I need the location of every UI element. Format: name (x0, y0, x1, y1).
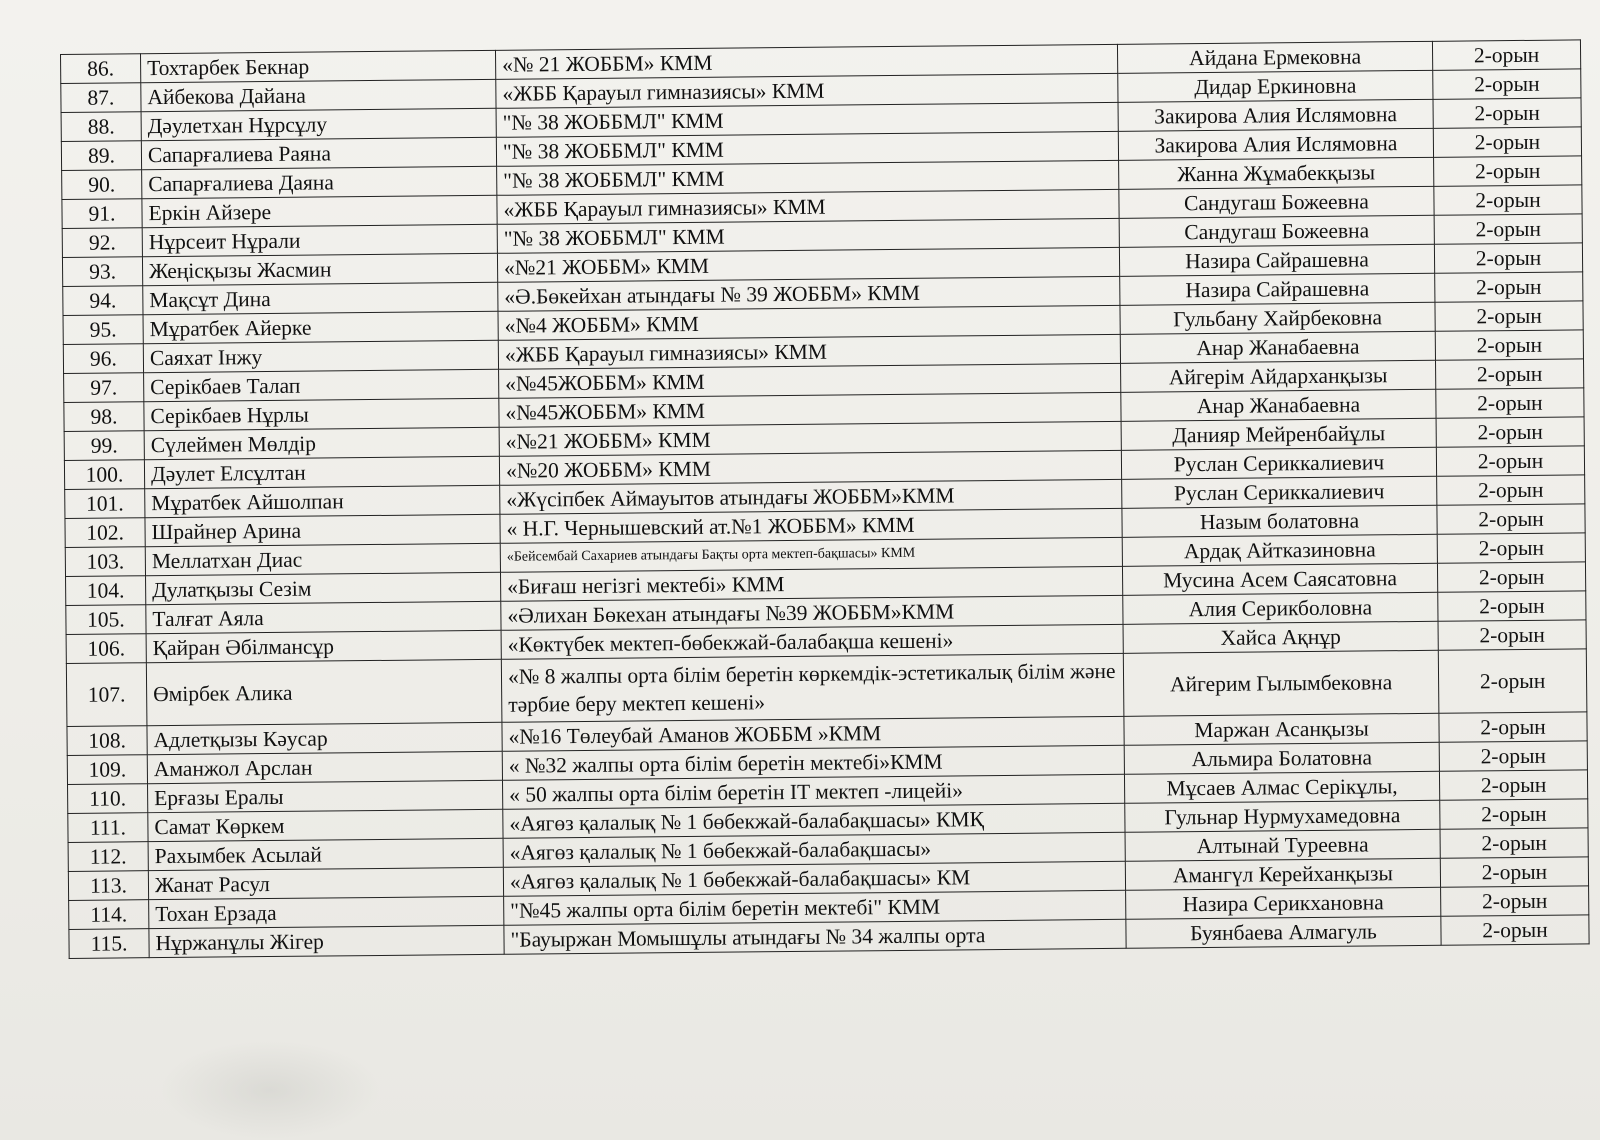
row-number-cell: 96. (63, 344, 143, 374)
student-name-cell: Мақсұт Дина (143, 282, 498, 314)
row-number-cell: 98. (64, 402, 144, 432)
place-cell: 2-орын (1433, 127, 1581, 157)
row-number-cell: 104. (66, 576, 146, 606)
school-name-cell: «ЖББ Қарауыл гимназиясы» КММ (498, 334, 1120, 369)
teacher-name-cell: Хайса Ақнұр (1123, 621, 1438, 653)
place-cell: 2-орын (1434, 185, 1582, 215)
place-cell: 2-орын (1438, 591, 1586, 621)
student-name-cell: Айбекова Дайана (141, 79, 496, 111)
student-name-cell: Тохан Ерзада (149, 896, 504, 928)
school-name-cell: «№20 ЖОББМ» КММ (499, 450, 1121, 485)
teacher-name-cell: Анар Жанабаевна (1120, 331, 1435, 363)
row-number-cell: 112. (68, 842, 148, 872)
school-name-cell: "№ 38 ЖОББМЛ" КММ (497, 160, 1119, 195)
row-number-cell: 105. (66, 605, 146, 635)
place-cell: 2-орын (1441, 886, 1589, 916)
teacher-name-cell: Назира Сайрашевна (1119, 244, 1434, 276)
school-name-cell: «Әлихан Бөкехан атындағы №39 ЖОББМ»КММ (501, 595, 1123, 630)
school-name-cell: "№45 жалпы орта білім беретін мектебі" КММ (504, 890, 1126, 925)
student-name-cell: Ерғазы Ералы (148, 780, 503, 812)
results-table-wrapper (60, 39, 1589, 959)
row-number-cell: 108. (67, 726, 147, 756)
school-name-cell: « №32 жалпы орта білім беретін мектебі»КММ (502, 745, 1124, 780)
teacher-name-cell: Руслан Сериккалиевич (1121, 447, 1436, 479)
place-cell: 2-орын (1440, 828, 1588, 858)
teacher-name-cell: Закирова Алия Ислямовна (1118, 99, 1433, 131)
teacher-name-cell: Сандугаш Божеевна (1119, 186, 1434, 218)
row-number-cell: 91. (62, 199, 142, 229)
place-cell: 2-орын (1432, 40, 1580, 70)
school-name-cell: «№16 Төлеубай Аманов ЖОББМ »КММ (502, 716, 1124, 751)
place-cell: 2-орын (1433, 98, 1581, 128)
place-cell: 2-орын (1435, 272, 1583, 302)
teacher-name-cell: Альмира Болатовна (1124, 742, 1439, 774)
teacher-name-cell: Руслан Сериккалиевич (1122, 476, 1437, 508)
school-name-cell: «Биғаш негізгі мектебі» КММ (500, 566, 1122, 601)
teacher-name-cell: Мұсаев Алмас Серікұлы, (1124, 771, 1439, 803)
teacher-name-cell: Назира Серикхановна (1126, 887, 1441, 919)
place-cell: 2-орын (1440, 857, 1588, 887)
place-cell: 2-орын (1436, 359, 1584, 389)
student-name-cell: Сапарғалиева Даяна (142, 166, 497, 198)
school-name-cell: «Аягөз қалалық № 1 бөбекжай-балабақшасы» КМҚ (503, 803, 1125, 838)
teacher-name-cell: Айгерім Айдарханқызы (1121, 360, 1436, 392)
place-cell: 2-орын (1440, 799, 1588, 829)
row-number-cell: 114. (69, 900, 149, 930)
place-cell: 2-орын (1436, 388, 1584, 418)
row-number-cell: 111. (68, 813, 148, 843)
row-number-cell: 115. (69, 929, 149, 959)
student-name-cell: Талғат Аяла (146, 601, 501, 633)
place-cell: 2-орын (1436, 417, 1584, 447)
place-cell: 2-орын (1438, 649, 1587, 713)
teacher-name-cell: Буянбаева Алмагуль (1126, 916, 1441, 948)
student-name-cell: Серікбаев Талап (144, 369, 499, 401)
row-number-cell: 86. (61, 54, 141, 84)
teacher-name-cell: Маржан Асанқызы (1124, 713, 1439, 745)
student-name-cell: Рахымбек Асылай (148, 838, 503, 870)
row-number-cell: 102. (65, 518, 145, 548)
row-number-cell: 93. (62, 257, 142, 287)
place-cell: 2-орын (1439, 770, 1587, 800)
place-cell: 2-орын (1434, 156, 1582, 186)
row-number-cell: 103. (65, 547, 145, 577)
place-cell: 2-орын (1438, 620, 1586, 650)
school-name-cell: «Аягөз қалалық № 1 бөбекжай-балабақшасы» (503, 832, 1125, 867)
paper-smudge (160, 1040, 380, 1140)
results-table-body (61, 40, 1590, 959)
teacher-name-cell: Амангүл Керейханқызы (1125, 858, 1440, 890)
student-name-cell: Адлетқызы Кәусар (147, 722, 502, 754)
school-name-cell: «№45ЖОББМ» КММ (499, 363, 1121, 398)
student-name-cell: Еркін Айзере (142, 195, 497, 227)
school-name-cell: «ЖББ Қарауыл гимназиясы» КММ (496, 73, 1118, 108)
place-cell: 2-орын (1437, 504, 1585, 534)
school-name-cell: «Аягөз қалалық № 1 бөбекжай-балабақшасы» КМ (503, 861, 1125, 896)
row-number-cell: 87. (61, 83, 141, 113)
row-number-cell: 92. (62, 228, 142, 258)
row-number-cell: 109. (67, 755, 147, 785)
teacher-name-cell: Айдана Ермековна (1117, 41, 1432, 73)
school-name-cell: "№ 38 ЖОББМЛ" КММ (497, 218, 1119, 253)
place-cell: 2-орын (1434, 243, 1582, 273)
student-name-cell: Сапарғалиева Раяна (141, 137, 496, 169)
row-number-cell: 106. (66, 634, 146, 664)
row-number-cell: 95. (63, 315, 143, 345)
teacher-name-cell: Алия Серикболовна (1123, 592, 1438, 624)
teacher-name-cell: Сандугаш Божеевна (1119, 215, 1434, 247)
row-number-cell: 89. (61, 141, 141, 171)
place-cell: 2-орын (1437, 562, 1585, 592)
school-name-cell: « Н.Г. Чернышевский ат.№1 ЖОББМ» КММ (500, 508, 1122, 543)
school-name-cell: «№ 8 жалпы орта білім беретін көркемдік-эстетикалық білім және тәрбие беру мектеп кешені» (501, 653, 1124, 722)
teacher-name-cell: Закирова Алия Ислямовна (1118, 128, 1433, 160)
teacher-name-cell: Гульнар Нурмухамедовна (1125, 800, 1440, 832)
teacher-name-cell: Гульбану Хайрбековна (1120, 302, 1435, 334)
school-name-cell: «Бейсембай Сахариев атындағы Бақты орта мектеп-бақшасы» КММ (500, 537, 1122, 572)
student-name-cell: Меллатхан Диас (145, 543, 500, 575)
results-table (60, 39, 1590, 959)
student-name-cell: Саяхат Інжу (143, 340, 498, 372)
teacher-name-cell: Жанна Жұмабекқызы (1119, 157, 1434, 189)
school-name-cell: «№21 ЖОББМ» КММ (499, 421, 1121, 456)
teacher-name-cell: Анар Жанабаевна (1121, 389, 1436, 421)
place-cell: 2-орын (1437, 533, 1585, 563)
place-cell: 2-орын (1437, 475, 1585, 505)
teacher-name-cell: Ардақ Айтказиновна (1122, 534, 1437, 566)
place-cell: 2-орын (1441, 915, 1589, 945)
student-name-cell: Дулатқызы Сезім (146, 572, 501, 604)
row-number-cell: 90. (62, 170, 142, 200)
row-number-cell: 88. (61, 112, 141, 142)
student-name-cell: Жанат Расул (148, 867, 503, 899)
place-cell: 2-орын (1439, 741, 1587, 771)
school-name-cell: «№4 ЖОББМ» КММ (498, 305, 1120, 340)
student-name-cell: Шрайнер Арина (145, 514, 500, 546)
student-name-cell: Самат Көркем (148, 809, 503, 841)
school-name-cell: «ЖББ Қарауыл гимназиясы» КММ (497, 189, 1119, 224)
place-cell: 2-орын (1436, 446, 1584, 476)
teacher-name-cell: Дидар Еркиновна (1118, 70, 1433, 102)
school-name-cell: «Ә.Бөкейхан атындағы № 39 ЖОББМ» КММ (498, 276, 1120, 311)
student-name-cell: Өмірбек Алика (146, 659, 502, 725)
teacher-name-cell: Алтынай Туреевна (1125, 829, 1440, 861)
teacher-name-cell: Назира Сайрашевна (1120, 273, 1435, 305)
row-number-cell: 99. (64, 431, 144, 461)
student-name-cell: Аманжол Арслан (147, 751, 502, 783)
teacher-name-cell: Данияр Мейренбайұлы (1121, 418, 1436, 450)
student-name-cell: Дәулетхан Нұрсұлу (141, 108, 496, 140)
school-name-cell: "Бауыржан Момышұлы атындағы № 34 жалпы орта (504, 919, 1126, 954)
row-number-cell: 101. (65, 489, 145, 519)
teacher-name-cell: Айгерим Гылымбековна (1123, 650, 1439, 716)
school-name-cell: «№21 ЖОББМ» КММ (497, 247, 1119, 282)
place-cell: 2-орын (1435, 330, 1583, 360)
row-number-cell: 97. (64, 373, 144, 403)
place-cell: 2-орын (1439, 712, 1587, 742)
school-name-cell: « 50 жалпы орта білім беретін IT мектеп -лицейі» (502, 774, 1124, 809)
place-cell: 2-орын (1433, 69, 1581, 99)
school-name-cell: «Көктүбек мектеп-бөбекжай-балабақша кешені» (501, 624, 1123, 659)
place-cell: 2-орын (1435, 301, 1583, 331)
student-name-cell: Мұратбек Айерке (143, 311, 498, 343)
student-name-cell: Нұрсеит Нұрали (142, 224, 497, 256)
student-name-cell: Нұржанұлы Жігер (149, 925, 504, 957)
student-name-cell: Дәулет Елсұлтан (144, 456, 499, 488)
school-name-cell: «№45ЖОББМ» КММ (499, 392, 1121, 427)
student-name-cell: Сүлеймен Мөлдір (144, 427, 499, 459)
student-name-cell: Серікбаев Нұрлы (144, 398, 499, 430)
school-name-cell: "№ 38 ЖОББМЛ" КММ (496, 102, 1118, 137)
row-number-cell: 100. (64, 460, 144, 490)
student-name-cell: Мұратбек Айшолпан (145, 485, 500, 517)
row-number-cell: 94. (63, 286, 143, 316)
teacher-name-cell: Назым болатовна (1122, 505, 1437, 537)
place-cell: 2-орын (1434, 214, 1582, 244)
row-number-cell: 107. (66, 663, 147, 727)
row-number-cell: 110. (68, 784, 148, 814)
row-number-cell: 113. (68, 871, 148, 901)
school-name-cell: «Жүсіпбек Аймауытов атындағы ЖОББМ»КММ (500, 479, 1122, 514)
student-name-cell: Қайран Әбілмансұр (146, 630, 501, 662)
school-name-cell: «№ 21 ЖОББМ» КММ (495, 44, 1117, 79)
student-name-cell: Жеңісқызы Жасмин (142, 253, 497, 285)
student-name-cell: Тохтарбек Бекнар (141, 50, 496, 82)
school-name-cell: "№ 38 ЖОББМЛ" КММ (496, 131, 1118, 166)
teacher-name-cell: Мусина Асем Саясатовна (1122, 563, 1437, 595)
